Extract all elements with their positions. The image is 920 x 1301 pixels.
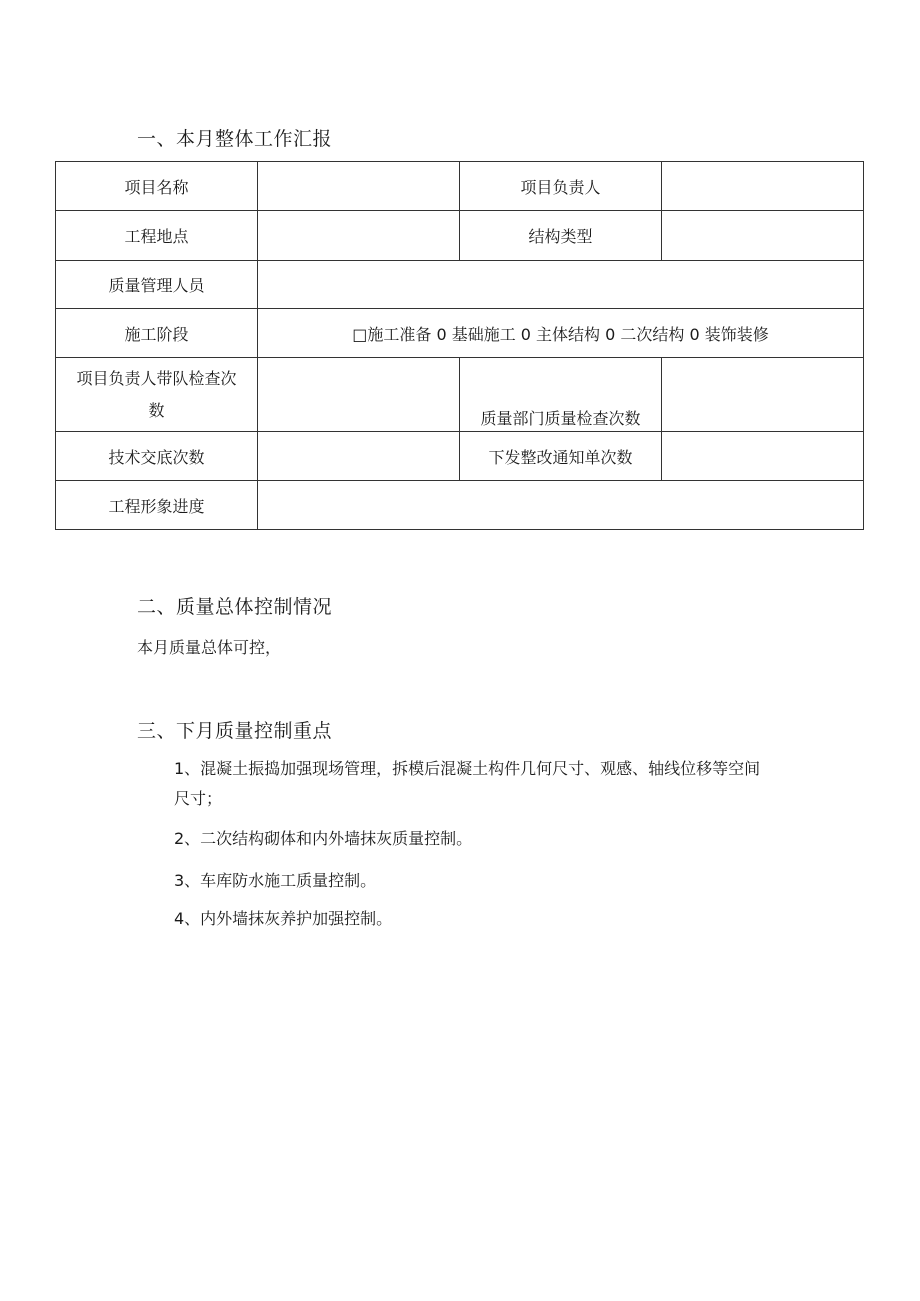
site-value <box>258 211 460 261</box>
site-label: 工程地点 <box>56 211 258 261</box>
qc-staff-value <box>258 261 864 309</box>
table-row <box>56 211 864 261</box>
project-name-label: 项目名称 <box>56 162 258 211</box>
tech-brief-label: 技术交底次数 <box>56 432 258 481</box>
stage-label: 施工阶段 <box>56 309 258 358</box>
project-info-table <box>55 161 864 530</box>
structure-label: 结构类型 <box>460 211 662 261</box>
leader-inspect-label-line1: 项目负责人带队检查次 <box>76 368 237 388</box>
stage-options: □施工准备 0 基础施工 0 主体结构 0 二次结构 0 装饰装修 <box>258 309 864 358</box>
list-item: 2、二次结构砌体和内外墙抹灰质量控制。 <box>174 829 473 848</box>
leader-inspect-value <box>258 358 460 432</box>
table-row <box>56 432 864 481</box>
table-row <box>56 261 864 309</box>
table-row <box>56 162 864 211</box>
table-row <box>56 358 864 432</box>
list-item: 尺寸； <box>174 789 223 808</box>
rectify-value <box>662 432 864 481</box>
project-name-value <box>258 162 460 211</box>
dept-inspect-value <box>662 358 864 432</box>
section2-title: 二、质量总体控制情况 <box>137 596 333 618</box>
leader-inspect-label <box>56 358 258 432</box>
qc-staff-label: 质量管理人员 <box>56 261 258 309</box>
project-leader-label: 项目负责人 <box>460 162 662 211</box>
list-item: 4、内外墙抹灰养护加强控制。 <box>174 909 393 928</box>
list-item: 3、车库防水施工质量控制。 <box>174 871 377 890</box>
tech-brief-value <box>258 432 460 481</box>
leader-inspect-label-line2: 数 <box>148 400 165 420</box>
structure-value <box>662 211 864 261</box>
dept-inspect-label: 质量部门质量检查次数 <box>460 358 662 432</box>
progress-label: 工程形象进度 <box>56 481 258 530</box>
project-leader-value <box>662 162 864 211</box>
table-row <box>56 309 864 358</box>
section1-title: 一、本月整体工作汇报 <box>137 128 333 150</box>
rectify-label: 下发整改通知单次数 <box>460 432 662 481</box>
table-row <box>56 481 864 530</box>
section3-title: 三、下月质量控制重点 <box>137 720 333 742</box>
progress-value <box>258 481 864 530</box>
section2-text: 本月质量总体可控， <box>137 638 282 657</box>
list-item: 1、混凝土振捣加强现场管理，拆模后混凝土构件几何尺寸、观感、轴线位移等空间 <box>174 759 761 778</box>
